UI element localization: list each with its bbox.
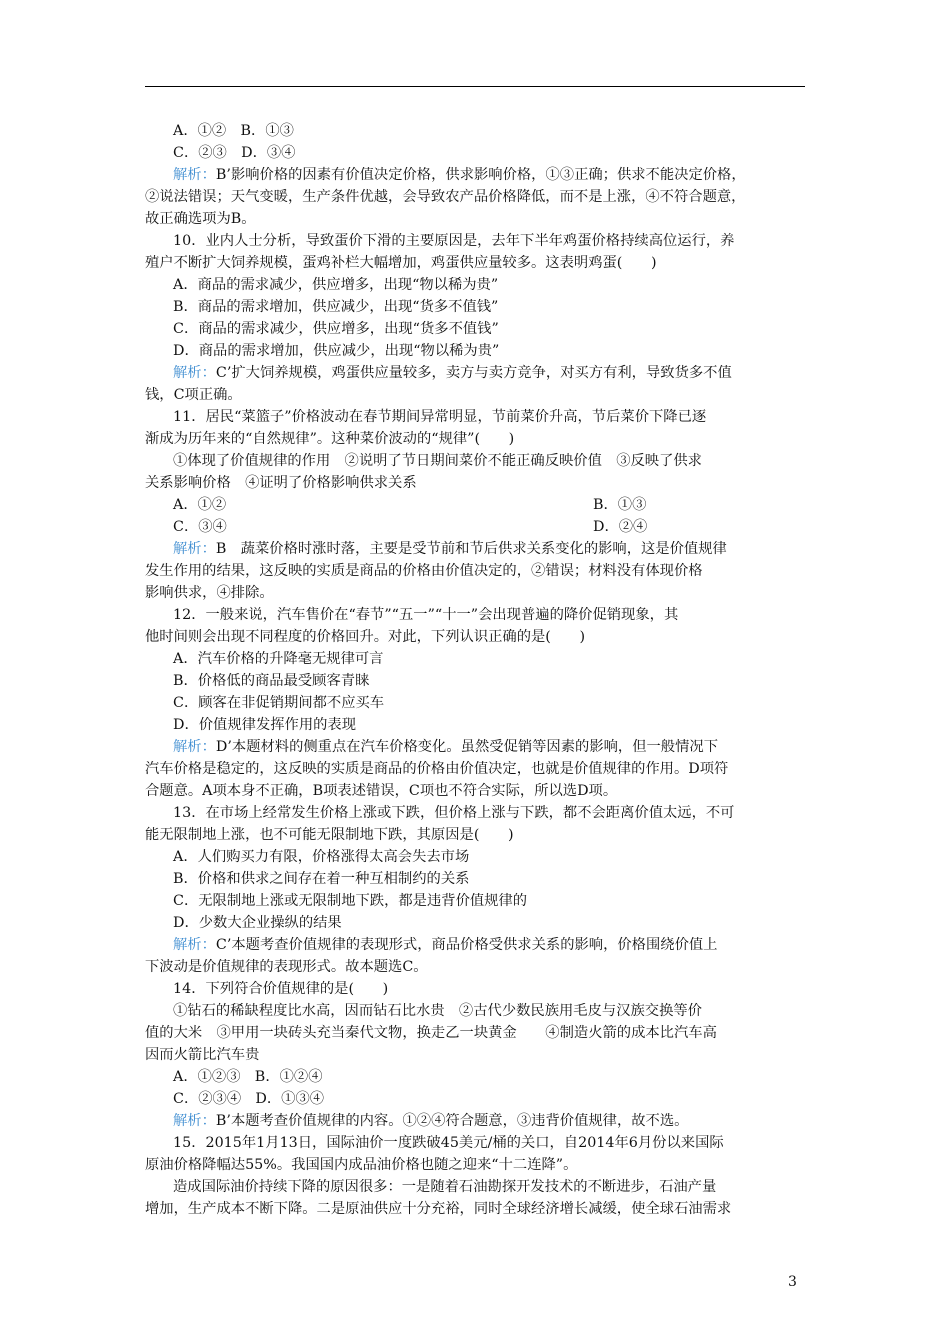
text-line: D．少数大企业操纵的结果: [173, 915, 342, 931]
text-line: A．①② B．①③: [173, 123, 294, 139]
text-line: 增加，生产成本不断下降。二是原油供应十分充裕，同时全球经济增长减缓，使全球石油需求: [145, 1201, 732, 1217]
analysis-line: [145, 736, 807, 758]
text-line: 下波动是价值规律的表现形式。故本题选C。: [145, 959, 428, 975]
text-line: A．商品的需求减少，供应增多，出现“物以稀为贵”: [173, 277, 499, 293]
text-line: 值的大米 ③甲用一块砖头充当秦代文物，换走乙一块黄金 ④制造火箭的成本比汽车高: [145, 1025, 717, 1041]
text-line: 10．业内人士分析，导致蛋价下滑的主要原因是，去年下半年鸡蛋价格持续高位运行，养: [173, 233, 735, 249]
text-line: 合题意。A项本身不正确，B项表述错误，C项也不符合实际，所以选D项。: [145, 783, 618, 799]
option-left: A．①②: [173, 497, 227, 513]
text-line: B．价格低的商品最受顾客青睐: [173, 673, 370, 689]
text-line: A．汽车价格的升降毫无规律可言: [173, 651, 384, 667]
text-line: 13．在市场上经常发生价格上涨或下跌，但价格上涨与下跌，都不会距离价值太远，不可: [173, 805, 735, 821]
text-line: 故正确选项为B。: [145, 211, 256, 227]
text-line: 能无限制地上涨，也不可能无限制地下跌，其原因是( ): [145, 827, 514, 843]
option-right: B．①③: [593, 497, 647, 513]
text-line: D．商品的需求增加，供应减少，出现“物以稀为贵”: [173, 343, 500, 359]
text-line: 12．一般来说，汽车售价在“春节”“五一”“十一”会出现普遍的降价促销现象，其: [173, 607, 679, 623]
option-row: [145, 516, 807, 538]
document-body: [145, 120, 807, 1220]
analysis-label: 解析：: [173, 739, 216, 755]
text-line: 因而火箭比汽车贵: [145, 1047, 260, 1063]
text-line: 影响供求，④排除。: [145, 585, 274, 601]
analysis-label: 解析：: [173, 365, 216, 381]
analysis-text: B’影响价格的因素有价值决定价格，供求影响价格，①③正确；供求不能决定价格，: [215, 167, 746, 183]
option-row: [145, 494, 807, 516]
analysis-line: [145, 164, 807, 186]
option-left: C．③④: [173, 519, 227, 535]
text-line: 他时间则会出现不同程度的价格回升。对此，下列认识正确的是( ): [145, 629, 586, 645]
analysis-text: D’本题材料的侧重点在汽车价格变化。虽然受促销等因素的影响，但一般情况下: [215, 739, 718, 755]
text-line: A．①②③ B．①②④: [173, 1069, 323, 1085]
analysis-text: B 蔬菜价格时涨时落，主要是受节前和节后供求关系变化的影响，这是价值规律: [215, 541, 727, 557]
text-line: C．无限制地上涨或无限制地下跌，都是违背价值规律的: [173, 893, 528, 909]
header-rule: [145, 86, 805, 87]
text-line: C．商品的需求减少，供应增多，出现“货多不值钱”: [173, 321, 499, 337]
analysis-label: 解析：: [173, 541, 216, 557]
text-line: 造成国际油价持续下降的原因很多：一是随着石油勘探开发技术的不断进步，石油产量: [173, 1179, 717, 1195]
text-line: 发生作用的结果，这反映的实质是商品的价格由价值决定的，②错误；材料没有体现价格: [145, 563, 703, 579]
text-line: C．顾客在非促销期间都不应买车: [173, 695, 385, 711]
text-line: B．商品的需求增加，供应减少，出现“货多不值钱”: [173, 299, 499, 315]
option-right: D．②④: [593, 519, 648, 535]
text-line: C．②③ D．③④: [173, 145, 296, 161]
text-line: 原油价格降幅达55%。我国国内成品油价格也随之迎来“十二连降”。: [145, 1157, 578, 1173]
analysis-label: 解析：: [173, 1113, 216, 1129]
text-line: 殖户不断扩大饲养规模，蛋鸡补栏大幅增加，鸡蛋供应量较多。这表明鸡蛋( ): [145, 255, 657, 271]
analysis-label: 解析：: [173, 167, 216, 183]
text-line: D．价值规律发挥作用的表现: [173, 717, 357, 733]
text-line: 汽车价格是稳定的，这反映的实质是商品的价格由价值决定，也就是价值规律的作用。D项符: [145, 761, 729, 777]
analysis-line: [145, 362, 807, 384]
analysis-line: [145, 538, 807, 560]
text-line: ①钻石的稀缺程度比水高，因而钻石比水贵 ②古代少数民族用毛皮与汉族交换等价: [173, 1003, 702, 1019]
analysis-text: C’本题考查价值规律的表现形式，商品价格受供求关系的影响，价格围绕价值上: [215, 937, 718, 953]
analysis-line: [145, 1110, 807, 1132]
text-line: 15．2015年1月13日，国际油价一度跌破45美元/桶的关口，自2014年6月份以来国际: [173, 1135, 724, 1151]
text-line: A．人们购买力有限，价格涨得太高会失去市场: [173, 849, 470, 865]
text-line: 渐成为历年来的“自然规律”。这种菜价波动的“规律”( ): [145, 431, 515, 447]
analysis-line: [145, 934, 807, 956]
text-line: B．价格和供求之间存在着一种互相制约的关系: [173, 871, 470, 887]
analysis-label: 解析：: [173, 937, 216, 953]
analysis-text: C’扩大饲养规模，鸡蛋供应量较多，卖方与卖方竞争，对买方有利，导致货多不值: [215, 365, 732, 381]
page-number: 3: [788, 1274, 797, 1290]
text-line: 关系影响价格 ④证明了价格影响供求关系: [145, 475, 417, 491]
text-line: 11．居民“菜篮子”价格波动在春节期间异常明显，节前菜价升高，节后菜价下降已逐: [173, 409, 707, 425]
text-line: ①体现了价值规律的作用 ②说明了节日期间菜价不能正确反映价值 ③反映了供求: [173, 453, 702, 469]
text-line: 14．下列符合价值规律的是( ): [173, 981, 389, 997]
text-line: C．②③④ D．①③④: [173, 1091, 325, 1107]
text-line: 钱，C项正确。: [145, 387, 242, 403]
text-line: ②说法错误；天气变暖，生产条件优越，会导致农产品价格降低，而不是上涨，④不符合题意，: [145, 189, 746, 205]
analysis-text: B’本题考查价值规律的内容。①②④符合题意，③违背价值规律，故不选。: [215, 1113, 689, 1129]
